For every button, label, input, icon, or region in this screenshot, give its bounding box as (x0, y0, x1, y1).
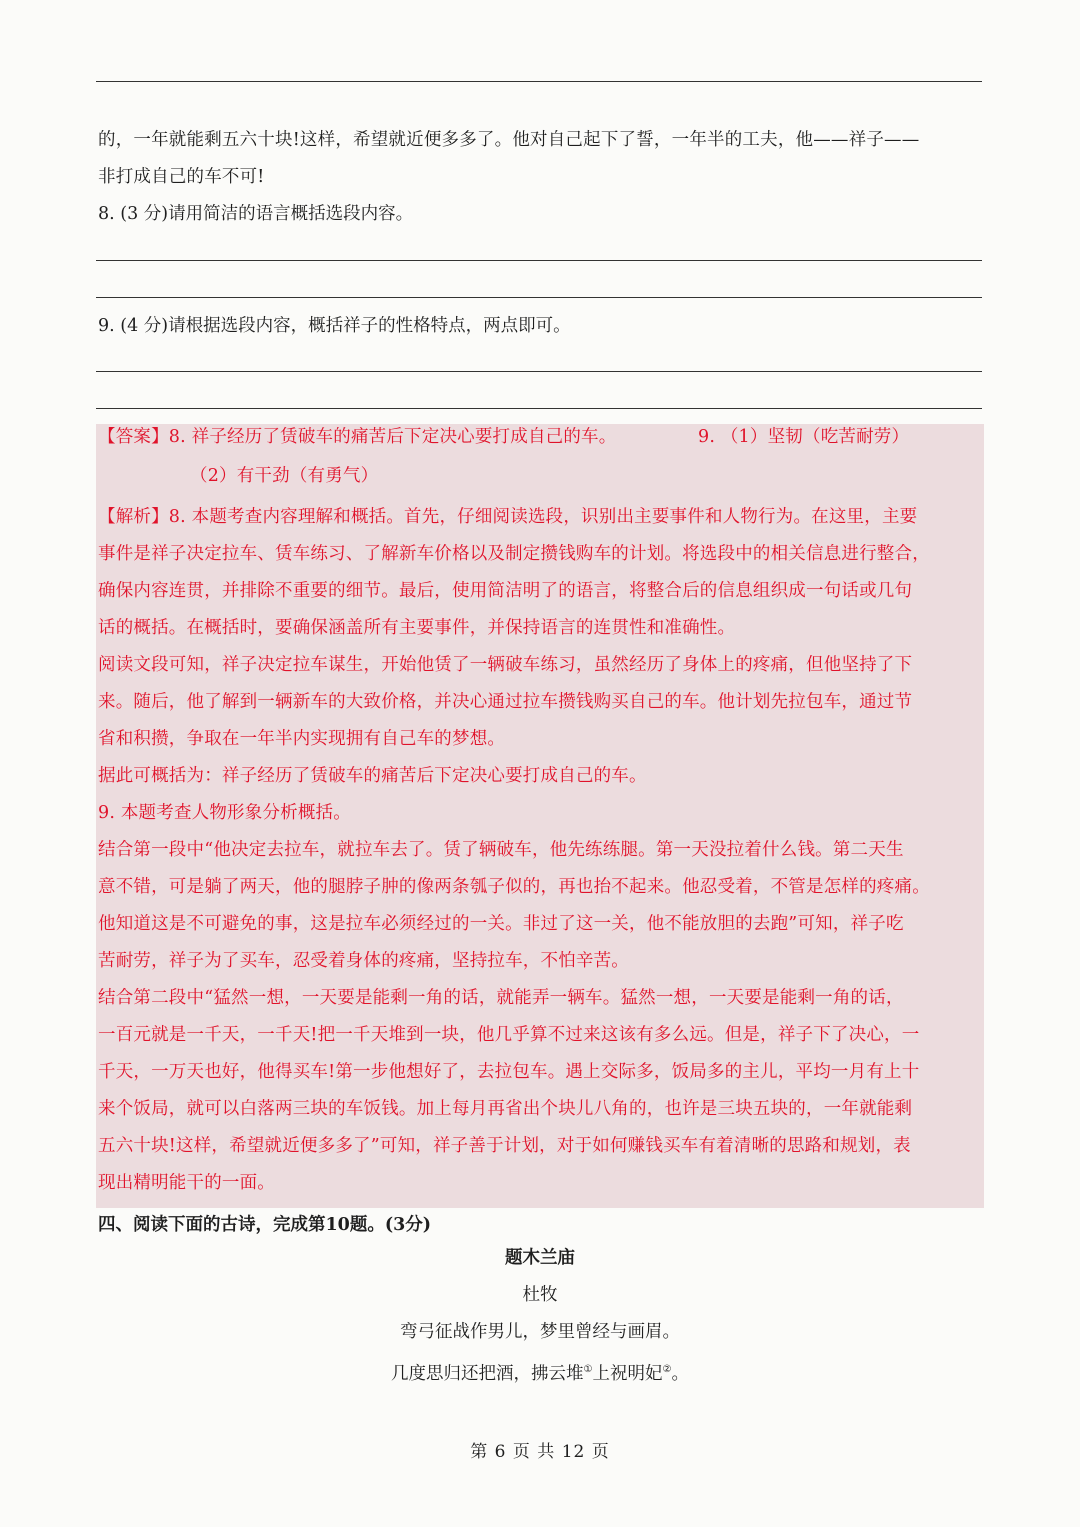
analysis-line: 苦耐劳，祥子为了买车，忍受着身体的疼痛，坚持拉车，不怕辛苦。 (98, 951, 629, 971)
page-footer: 第 6 页 共 12 页 (470, 1442, 610, 1462)
top-divider (96, 81, 982, 82)
poem-line-2 (0, 1351, 1080, 1393)
answer-line-1: 【答案】8. 祥子经历了赁破车的痛苦后下定决心要打成自己的车。 (98, 427, 617, 447)
analysis-line: 他知道这是不可避免的事，这是拉车必须经过的一关。非过了这一关，他不能放胆的去跑”可知，祥子吃 (98, 914, 904, 934)
question-9: 9. (4 分)请根据选段内容，概括祥子的性格特点，两点即可。 (98, 316, 571, 336)
analysis-line: 据此可概括为：祥子经历了赁破车的痛苦后下定决心要打成自己的车。 (98, 766, 647, 786)
poem-line-2-part-c: 。 (671, 1363, 689, 1384)
poem-title: 题木兰庙 (505, 1248, 575, 1268)
analysis-line: 千天，一万天也好，他得买车!第一步他想好了，去拉包车。遇上交际多，饭局多的主儿，平均一月有上十 (98, 1062, 920, 1082)
poem-line-1: 弯弓征战作男儿，梦里曾经与画眉。 (400, 1322, 680, 1342)
analysis-line: 话的概括。在概括时，要确保涵盖所有主要事件，并保持语言的连贯性和准确性。 (98, 618, 736, 638)
question-8: 8. (3 分)请用简洁的语言概括选段内容。 (98, 204, 414, 224)
poem-author: 杜牧 (522, 1285, 558, 1305)
answer-line-9b (96, 408, 982, 409)
analysis-line: 确保内容连贯，并排除不重要的细节。最后，使用简洁明了的语言，将整合后的信息组织成一句话或几句 (98, 581, 913, 601)
passage-line-2: 非打成自己的车不可! (98, 167, 265, 187)
analysis-line: 来。随后，他了解到一辆新车的大致价格，并决心通过拉车攒钱购买自己的车。他计划先拉包车，通过节 (98, 692, 913, 712)
analysis-line: 9. 本题考查人物形象分析概括。 (98, 803, 351, 823)
analysis-line: 阅读文段可知，祥子决定拉车谋生，开始他赁了一辆破车练习，虽然经历了身体上的疼痛，但他坚持了下 (98, 655, 913, 675)
analysis-line: 一百元就是一千天，一千天!把一千天堆到一块，他几乎算不过来这该有多么远。但是，祥子下了决心，一 (98, 1025, 920, 1045)
analysis-line: 【解析】8. 本题考查内容理解和概括。首先，仔细阅读选段，识别出主要事件和人物行为。在这里，主要 (98, 507, 918, 527)
poem-line-2-part-a: 几度思归还把酒，拂云堆 (391, 1363, 584, 1384)
answer-line-1b: 9. （1）坚韧（吃苦耐劳） (698, 427, 910, 447)
analysis-line: 五六十块!这样，希望就近便多多了”可知，祥子善于计划，对于如何赚钱买车有着清晰的思路和规划，表 (98, 1136, 911, 1156)
answer-line-9a (96, 371, 982, 372)
analysis-line: 省和积攒，争取在一年半内实现拥有自己车的梦想。 (98, 729, 506, 749)
analysis-line: 结合第一段中“他决定去拉车，就拉车去了。赁了辆破车，他先练练腿。第一天没拉着什么钱。第二天生 (98, 840, 904, 860)
answer-line-2: （2）有干劲（有勇气） (190, 466, 379, 486)
analysis-line: 现出精明能干的一面。 (98, 1173, 275, 1193)
analysis-line: 来个饭局，就可以白落两三块的车饭钱。加上每月再省出个块儿八角的，也许是三块五块的，一年就能剩 (98, 1099, 913, 1119)
passage-line-1: 的，一年就能剩五六十块!这样，希望就近便多多了。他对自己起下了誓，一年半的工夫，他——祥子—— (98, 130, 920, 150)
answer-line-8a (96, 260, 982, 261)
footnote-marker-1: ① (583, 1364, 593, 1375)
analysis-line: 结合第二段中“猛然一想，一天要是能剩一角的话，就能弄一辆车。猛然一想，一天要是能剩一角的话， (98, 988, 904, 1008)
analysis-line: 意不错，可是躺了两天，他的腿脖子肿的像两条瓠子似的，再也抬不起来。他忍受着，不管是怎样的疼痛。 (98, 877, 930, 897)
poem-line-2-part-b: 上祝明妃 (592, 1363, 663, 1384)
footnote-marker-2: ② (662, 1364, 672, 1375)
answer-line-8b (96, 297, 982, 298)
analysis-line: 事件是祥子决定拉车、赁车练习、了解新车价格以及制定攒钱购车的计划。将选段中的相关信息进行整合， (98, 544, 930, 564)
section-4-heading: 四、阅读下面的古诗，完成第10题。(3分) (98, 1215, 432, 1235)
